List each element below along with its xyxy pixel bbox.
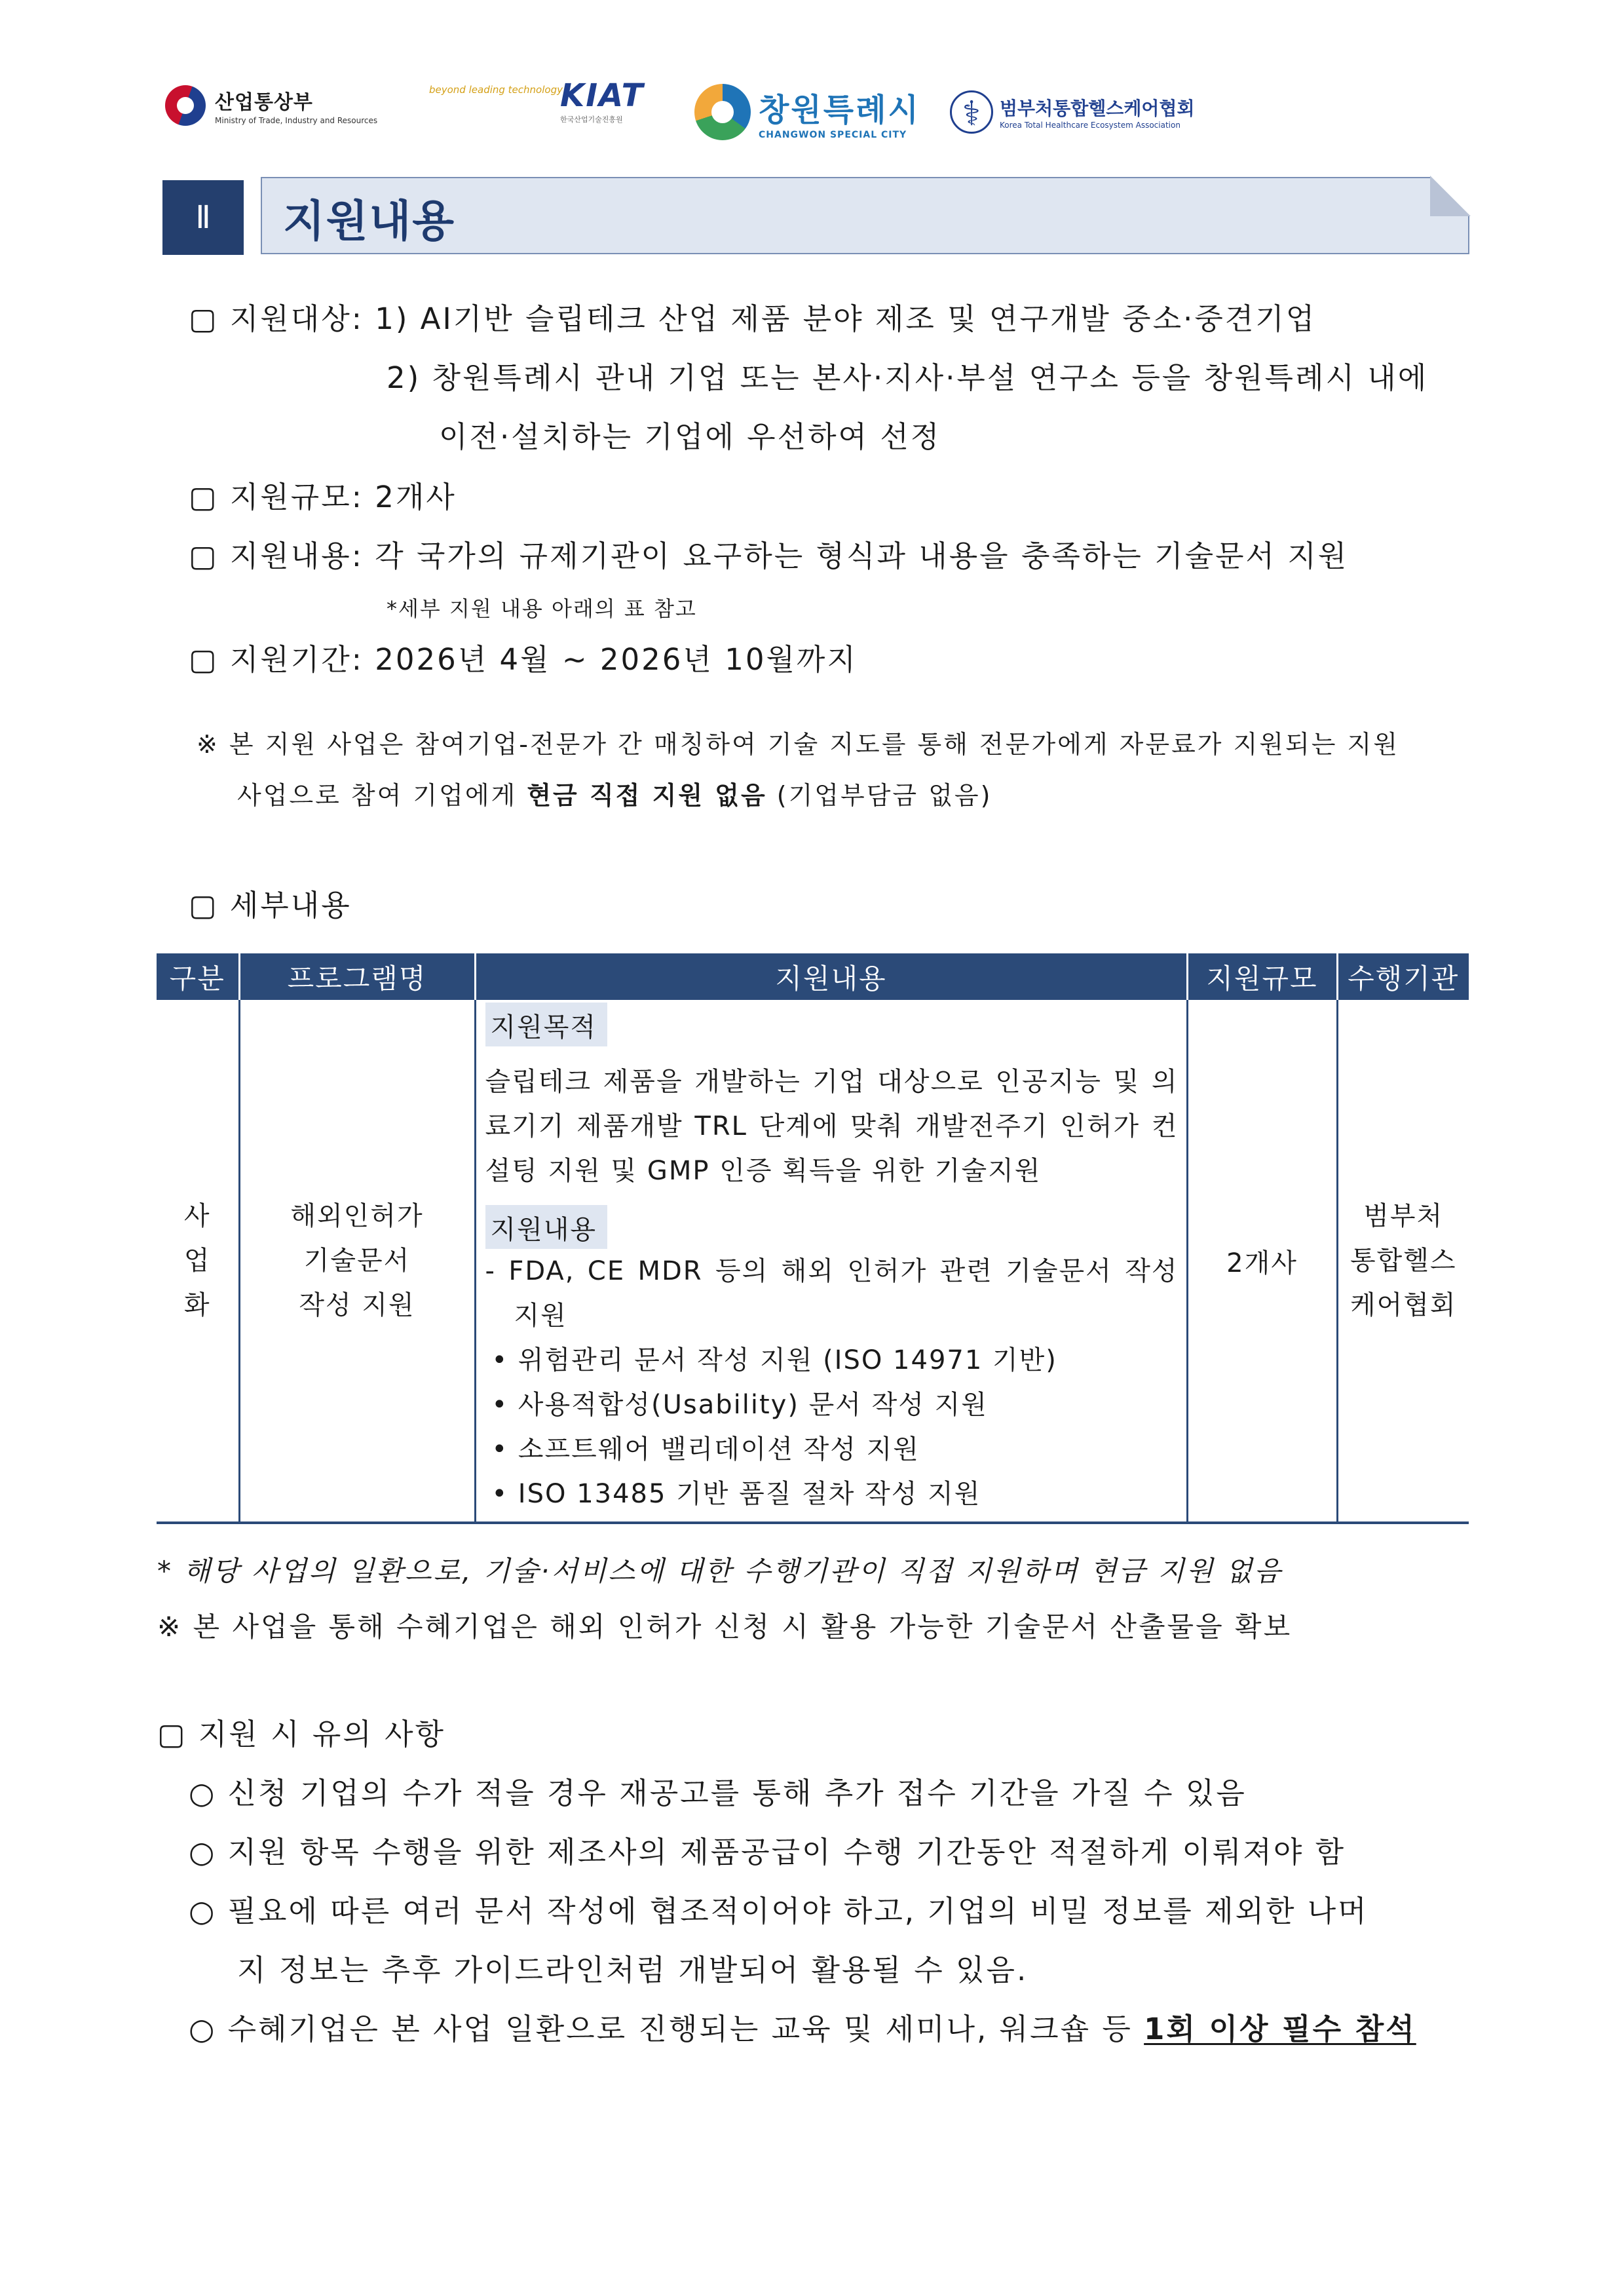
header-content: 지원내용 [475,953,1187,1000]
scale-label: ▢ 지원규모: [189,480,364,514]
content-label: ▢ 지원내용: [189,539,364,573]
target-row [189,295,1316,337]
notice-line-1: ※ 본 지원 사업은 참여기업-전문가 간 매칭하여 기술 지도를 통해 전문가에게 자문료가 지원되는 지원 [197,730,1399,759]
changwon-english: CHANGWON SPECIAL CITY [759,129,907,140]
header-agency: 수행기관 [1337,953,1469,1000]
scale-cell: 2개사 [1187,1000,1337,1523]
target-item-2a: 2) 창원특례시 관내 기업 또는 본사·지사·부설 연구소 등을 창원특례시 내에 [387,360,1429,395]
changwon-logo [694,84,920,140]
page-fold-corner [1430,176,1471,216]
kiat-subtitle: 한국산업기술진흥원 [560,115,623,124]
agency-line-3: 케어협회 [1350,1290,1457,1320]
scale-row [189,473,457,516]
detail-table [157,953,1469,1524]
bullet-item: • ISO 13485 기반 품질 절차 작성 지원 [491,1479,981,1509]
category-cell [157,1000,239,1523]
notice-emphasis: 현금 직접 지원 없음 [527,781,767,810]
agency-cell [1337,1000,1469,1523]
motie-name: 산업통상부 [215,91,313,114]
program-line-1: 해외인허가 [290,1201,424,1231]
section-title: 지원내용 [283,196,456,246]
scale-value: 2개사 [375,480,457,514]
changwon-emblem-icon [694,84,751,140]
target-item-1: 1) AI기반 슬립테크 산업 제품 분야 제조 및 연구개발 중소·중견기업 [375,301,1317,336]
notice-paren: (기업부담금 없음) [766,781,992,810]
caution-item: ○ 신청 기업의 수가 적을 경우 재공고를 통해 추가 접수 기간을 가질 수 있음 [189,1776,1247,1810]
purpose-text: 슬립테크 제품을 개발하는 기업 대상으로 인공지능 및 의료기기 제품개발 TRL 단계에 맞춰 개발전주기 인허가 컨설팅 지원 및 GMP 인증 획득을 위한 기술지원 [485,1067,1179,1186]
logo-row [0,79,1624,151]
program-line-3: 작성 지원 [299,1290,415,1320]
caution-item: ○ 필요에 따른 여러 문서 작성에 협조적이어야 하고, 기업의 비밀 정보를 제외한 나머 [189,1894,1369,1928]
notice-line-2 [237,775,992,811]
footnote-2: ※ 본 사업을 통해 수혜기업은 해외 인허가 신청 시 활용 가능한 기술문서 산출물을 확보 [157,1611,1293,1643]
period-value: 2026년 4월 ~ 2026년 10월까지 [375,642,858,677]
bullet-item: • 위험관리 문서 작성 지원 (ISO 14971 기반) [491,1345,1057,1375]
kiat-logo [429,77,645,124]
content-note: *세부 지원 내용 아래의 표 참고 [387,596,697,621]
content-cell [475,1000,1187,1523]
kiat-tagline: beyond leading technology [429,84,563,96]
healthcare-english: Korea Total Healthcare Ecosystem Association [1000,121,1180,130]
healthcare-name: 범부처통합헬스케어협회 [1000,98,1195,119]
table-row [157,1000,1469,1523]
dash-item: - FDA, CE MDR 등의 해외 인허가 관련 기술문서 작성 지원 [485,1256,1179,1331]
agency-line-2: 통합헬스 [1350,1246,1457,1276]
footnote-1: * 해당 사업의 일환으로, 기술·서비스에 대한 수행기관이 직접 지원하며 현금 지원 없음 [157,1555,1283,1587]
content-tag: 지원내용 [485,1205,608,1249]
content-row [189,532,1348,575]
motie-logo [165,85,377,126]
bullet-item: • 소프트웨어 밸리데이션 작성 지원 [491,1434,920,1464]
taegeuk-icon [165,85,206,126]
caution-item-cont: 지 정보는 추후 가이드라인처럼 개발되어 활용될 수 있음. [237,1953,1029,1987]
section-number: Ⅱ [162,180,244,255]
header-program: 프로그램명 [239,953,475,1000]
bullet-item: • 사용적합성(Usability) 문서 작성 지원 [491,1390,988,1420]
target-label: ▢ 지원대상: [189,301,364,336]
content-value: 각 국가의 규제기관이 요구하는 형식과 내용을 충족하는 기술문서 지원 [375,539,1349,573]
caution-item: ○ 지원 항목 수행을 위한 제조사의 제품공급이 수행 기간동안 적절하게 이뤄져야 함 [189,1835,1346,1869]
category-text: 사업화 [183,1201,211,1320]
caution-emphasis: 1회 이상 필수 참석 [1144,2012,1416,2046]
caution-text: ○ 수혜기업은 본 사업 일환으로 진행되는 교육 및 세미나, 워크숍 등 [189,2012,1144,2046]
caduceus-icon: ⚕ [950,90,993,134]
caution-item [189,2005,1416,2048]
purpose-tag: 지원목적 [485,1003,608,1046]
motie-english: Ministry of Trade, Industry and Resources [215,116,378,125]
period-row [189,636,858,678]
detail-heading: ▢ 세부내용 [189,888,352,923]
header-scale: 지원규모 [1187,953,1337,1000]
period-label: ▢ 지원기간: [189,642,364,677]
header-category: 구분 [157,953,239,1000]
kiat-wordmark: KIAT [560,77,645,114]
healthcare-logo [950,90,1195,134]
target-item-2b: 이전·설치하는 기업에 우선하여 선정 [439,419,941,454]
notice-text: 사업으로 참여 기업에게 [237,781,527,810]
agency-line-1: 범부처 [1363,1201,1444,1231]
table-header-row [157,953,1469,1000]
program-cell [239,1000,475,1523]
program-line-2: 기술문서 [303,1246,411,1276]
changwon-name: 창원특례시 [759,91,920,128]
cautions-heading: ▢ 지원 시 유의 사항 [157,1717,446,1751]
